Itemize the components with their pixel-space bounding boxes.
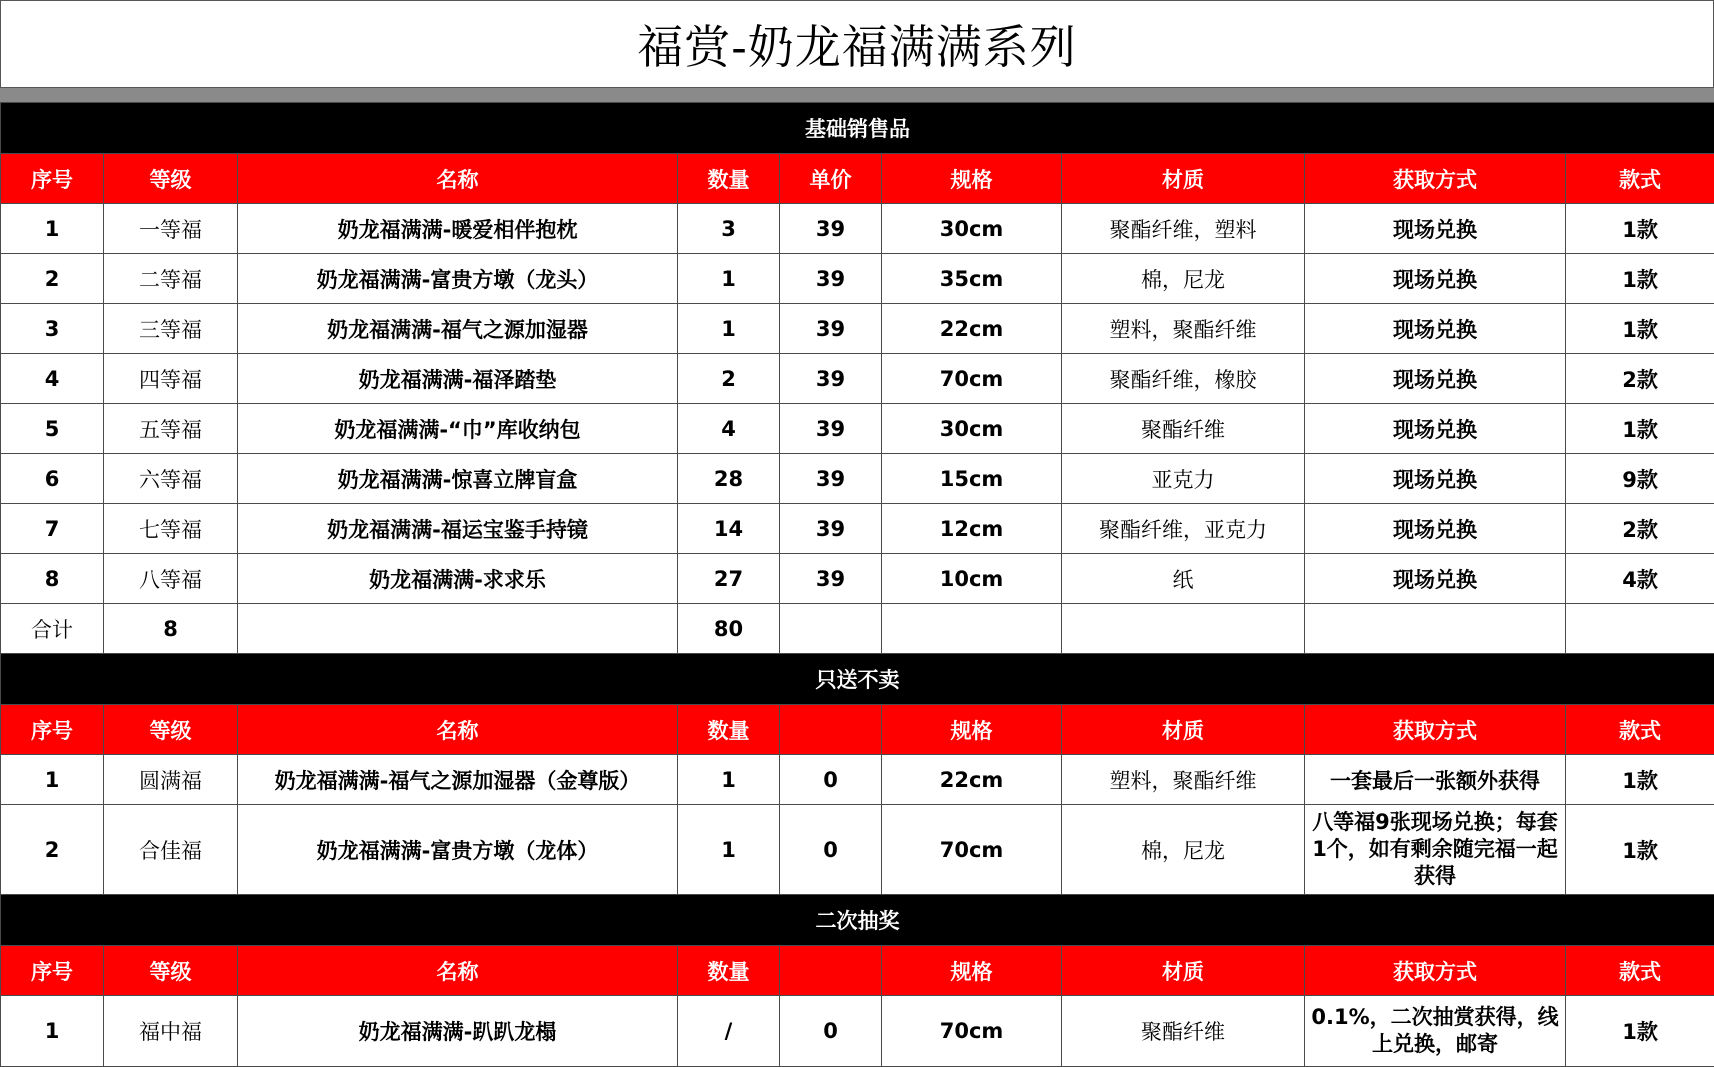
cell-spec: 12cm — [882, 504, 1062, 554]
section-title: 二次抽奖 — [1, 895, 1714, 946]
cell-price: 39 — [780, 454, 882, 504]
column-header-level: 等级 — [104, 946, 238, 996]
cell-level: 四等福 — [104, 354, 238, 404]
cell-spec: 35cm — [882, 254, 1062, 304]
table-row — [1, 304, 1714, 354]
cell-method: 现场兑换 — [1305, 254, 1566, 304]
cell-no: 1 — [1, 204, 104, 254]
cell-level: 六等福 — [104, 454, 238, 504]
cell-style: 1款 — [1566, 204, 1714, 254]
column-header-spec: 规格 — [882, 705, 1062, 755]
cell-no: 6 — [1, 454, 104, 504]
cell-spec: 22cm — [882, 304, 1062, 354]
cell-method: 八等福9张现场兑换；每套1个，如有剩余随完福一起获得 — [1305, 805, 1566, 895]
cell-material: 聚酯纤维 — [1062, 404, 1305, 454]
cell-spec: 22cm — [882, 755, 1062, 805]
cell-price: 39 — [780, 354, 882, 404]
column-header-material: 材质 — [1062, 946, 1305, 996]
cell-level: 圆满福 — [104, 755, 238, 805]
cell-price: 39 — [780, 254, 882, 304]
column-header-row — [1, 154, 1714, 204]
column-header-row — [1, 705, 1714, 755]
cell-no: 2 — [1, 254, 104, 304]
cell-name: 奶龙福满满-富贵方墩（龙头） — [238, 254, 678, 304]
cell-style: 1款 — [1566, 304, 1714, 354]
cell-no: 3 — [1, 304, 104, 354]
cell-name: 奶龙福满满-福气之源加湿器 — [238, 304, 678, 354]
cell-style: 4款 — [1566, 554, 1714, 604]
cell-name: 奶龙福满满-富贵方墩（龙体） — [238, 805, 678, 895]
table-row — [1, 504, 1714, 554]
table-row — [1, 805, 1714, 895]
total-empty — [780, 604, 882, 654]
column-header-name: 名称 — [238, 154, 678, 204]
cell-level: 福中福 — [104, 996, 238, 1067]
column-header-method: 获取方式 — [1305, 705, 1566, 755]
table-row — [1, 755, 1714, 805]
cell-method: 现场兑换 — [1305, 554, 1566, 604]
prize-table — [0, 102, 1714, 1067]
total-empty — [238, 604, 678, 654]
cell-price: 0 — [780, 805, 882, 895]
column-header-material: 材质 — [1062, 705, 1305, 755]
cell-price: 39 — [780, 404, 882, 454]
column-header-name: 名称 — [238, 705, 678, 755]
cell-method: 现场兑换 — [1305, 504, 1566, 554]
section-header-second — [1, 895, 1714, 946]
cell-material: 聚酯纤维 — [1062, 996, 1305, 1067]
cell-level: 一等福 — [104, 204, 238, 254]
column-header-style: 款式 — [1566, 705, 1714, 755]
cell-name: 奶龙福满满-惊喜立牌盲盒 — [238, 454, 678, 504]
cell-qty: 3 — [678, 204, 780, 254]
section-title: 基础销售品 — [1, 103, 1714, 154]
column-header-style: 款式 — [1566, 946, 1714, 996]
cell-method: 现场兑换 — [1305, 454, 1566, 504]
cell-level: 合佳福 — [104, 805, 238, 895]
total-empty — [882, 604, 1062, 654]
cell-name: 奶龙福满满-暖爱相伴抱枕 — [238, 204, 678, 254]
cell-no: 7 — [1, 504, 104, 554]
cell-material: 塑料，聚酯纤维 — [1062, 755, 1305, 805]
column-header-qty: 数量 — [678, 154, 780, 204]
cell-no: 5 — [1, 404, 104, 454]
cell-spec: 70cm — [882, 805, 1062, 895]
section-header-gift — [1, 654, 1714, 705]
column-header-method: 获取方式 — [1305, 154, 1566, 204]
column-header-spec: 规格 — [882, 154, 1062, 204]
cell-style: 9款 — [1566, 454, 1714, 504]
cell-name: 奶龙福满满-福气之源加湿器（金尊版） — [238, 755, 678, 805]
cell-style: 1款 — [1566, 996, 1714, 1067]
cell-level: 五等福 — [104, 404, 238, 454]
cell-material: 聚酯纤维，橡胶 — [1062, 354, 1305, 404]
cell-style: 2款 — [1566, 354, 1714, 404]
total-row — [1, 604, 1714, 654]
table-row — [1, 454, 1714, 504]
cell-price: 0 — [780, 755, 882, 805]
cell-qty: 1 — [678, 254, 780, 304]
cell-method: 0.1%，二次抽赏获得，线上兑换，邮寄 — [1305, 996, 1566, 1067]
cell-material: 棉，尼龙 — [1062, 254, 1305, 304]
cell-spec: 70cm — [882, 996, 1062, 1067]
total-empty — [1305, 604, 1566, 654]
cell-style: 1款 — [1566, 805, 1714, 895]
cell-material: 聚酯纤维，塑料 — [1062, 204, 1305, 254]
cell-spec: 15cm — [882, 454, 1062, 504]
column-header-method: 获取方式 — [1305, 946, 1566, 996]
cell-qty: 1 — [678, 805, 780, 895]
cell-no: 8 — [1, 554, 104, 604]
column-header-empty — [780, 705, 882, 755]
cell-level: 八等福 — [104, 554, 238, 604]
cell-name: 奶龙福满满-求求乐 — [238, 554, 678, 604]
cell-price: 0 — [780, 996, 882, 1067]
cell-method: 现场兑换 — [1305, 204, 1566, 254]
cell-level: 二等福 — [104, 254, 238, 304]
cell-qty: 4 — [678, 404, 780, 454]
total-empty — [1566, 604, 1714, 654]
column-header-qty: 数量 — [678, 705, 780, 755]
table-row — [1, 404, 1714, 454]
total-qty: 80 — [678, 604, 780, 654]
column-header-level: 等级 — [104, 154, 238, 204]
cell-style: 1款 — [1566, 755, 1714, 805]
cell-price: 39 — [780, 504, 882, 554]
table-row — [1, 554, 1714, 604]
cell-qty: 1 — [678, 304, 780, 354]
column-header-qty: 数量 — [678, 946, 780, 996]
cell-price: 39 — [780, 554, 882, 604]
cell-price: 39 — [780, 204, 882, 254]
cell-qty: 14 — [678, 504, 780, 554]
section-title: 只送不卖 — [1, 654, 1714, 705]
cell-qty: / — [678, 996, 780, 1067]
cell-qty: 28 — [678, 454, 780, 504]
cell-material: 聚酯纤维，亚克力 — [1062, 504, 1305, 554]
cell-no: 1 — [1, 996, 104, 1067]
section-header-basic — [1, 103, 1714, 154]
cell-no: 4 — [1, 354, 104, 404]
cell-material: 纸 — [1062, 554, 1305, 604]
cell-qty: 2 — [678, 354, 780, 404]
column-header-row — [1, 946, 1714, 996]
cell-style: 2款 — [1566, 504, 1714, 554]
column-header-level: 等级 — [104, 705, 238, 755]
cell-material: 塑料，聚酯纤维 — [1062, 304, 1305, 354]
cell-material: 亚克力 — [1062, 454, 1305, 504]
column-header-price: 单价 — [780, 154, 882, 204]
column-header-no: 序号 — [1, 154, 104, 204]
cell-name: 奶龙福满满-福运宝鉴手持镜 — [238, 504, 678, 554]
column-header-no: 序号 — [1, 705, 104, 755]
column-header-spec: 规格 — [882, 946, 1062, 996]
cell-no: 2 — [1, 805, 104, 895]
cell-level: 七等福 — [104, 504, 238, 554]
column-header-no: 序号 — [1, 946, 104, 996]
cell-spec: 30cm — [882, 204, 1062, 254]
column-header-style: 款式 — [1566, 154, 1714, 204]
cell-name: 奶龙福满满-“巾”库收纳包 — [238, 404, 678, 454]
table-row — [1, 354, 1714, 404]
cell-style: 1款 — [1566, 404, 1714, 454]
total-empty — [1062, 604, 1305, 654]
cell-material: 棉，尼龙 — [1062, 805, 1305, 895]
cell-style: 1款 — [1566, 254, 1714, 304]
gray-divider-band — [0, 87, 1714, 102]
cell-qty: 27 — [678, 554, 780, 604]
cell-qty: 1 — [678, 755, 780, 805]
column-header-empty — [780, 946, 882, 996]
cell-spec: 30cm — [882, 404, 1062, 454]
cell-spec: 70cm — [882, 354, 1062, 404]
cell-spec: 10cm — [882, 554, 1062, 604]
cell-method: 一套最后一张额外获得 — [1305, 755, 1566, 805]
total-levels: 8 — [104, 604, 238, 654]
cell-no: 1 — [1, 755, 104, 805]
column-header-name: 名称 — [238, 946, 678, 996]
column-header-material: 材质 — [1062, 154, 1305, 204]
table-row — [1, 204, 1714, 254]
total-label: 合计 — [1, 604, 104, 654]
cell-method: 现场兑换 — [1305, 354, 1566, 404]
cell-method: 现场兑换 — [1305, 404, 1566, 454]
table-row — [1, 254, 1714, 304]
cell-price: 39 — [780, 304, 882, 354]
cell-name: 奶龙福满满-福泽踏垫 — [238, 354, 678, 404]
cell-method: 现场兑换 — [1305, 304, 1566, 354]
cell-name: 奶龙福满满-趴趴龙榻 — [238, 996, 678, 1067]
table-row — [1, 996, 1714, 1067]
page-title: 福赏-奶龙福满满系列 — [0, 0, 1714, 87]
cell-level: 三等福 — [104, 304, 238, 354]
